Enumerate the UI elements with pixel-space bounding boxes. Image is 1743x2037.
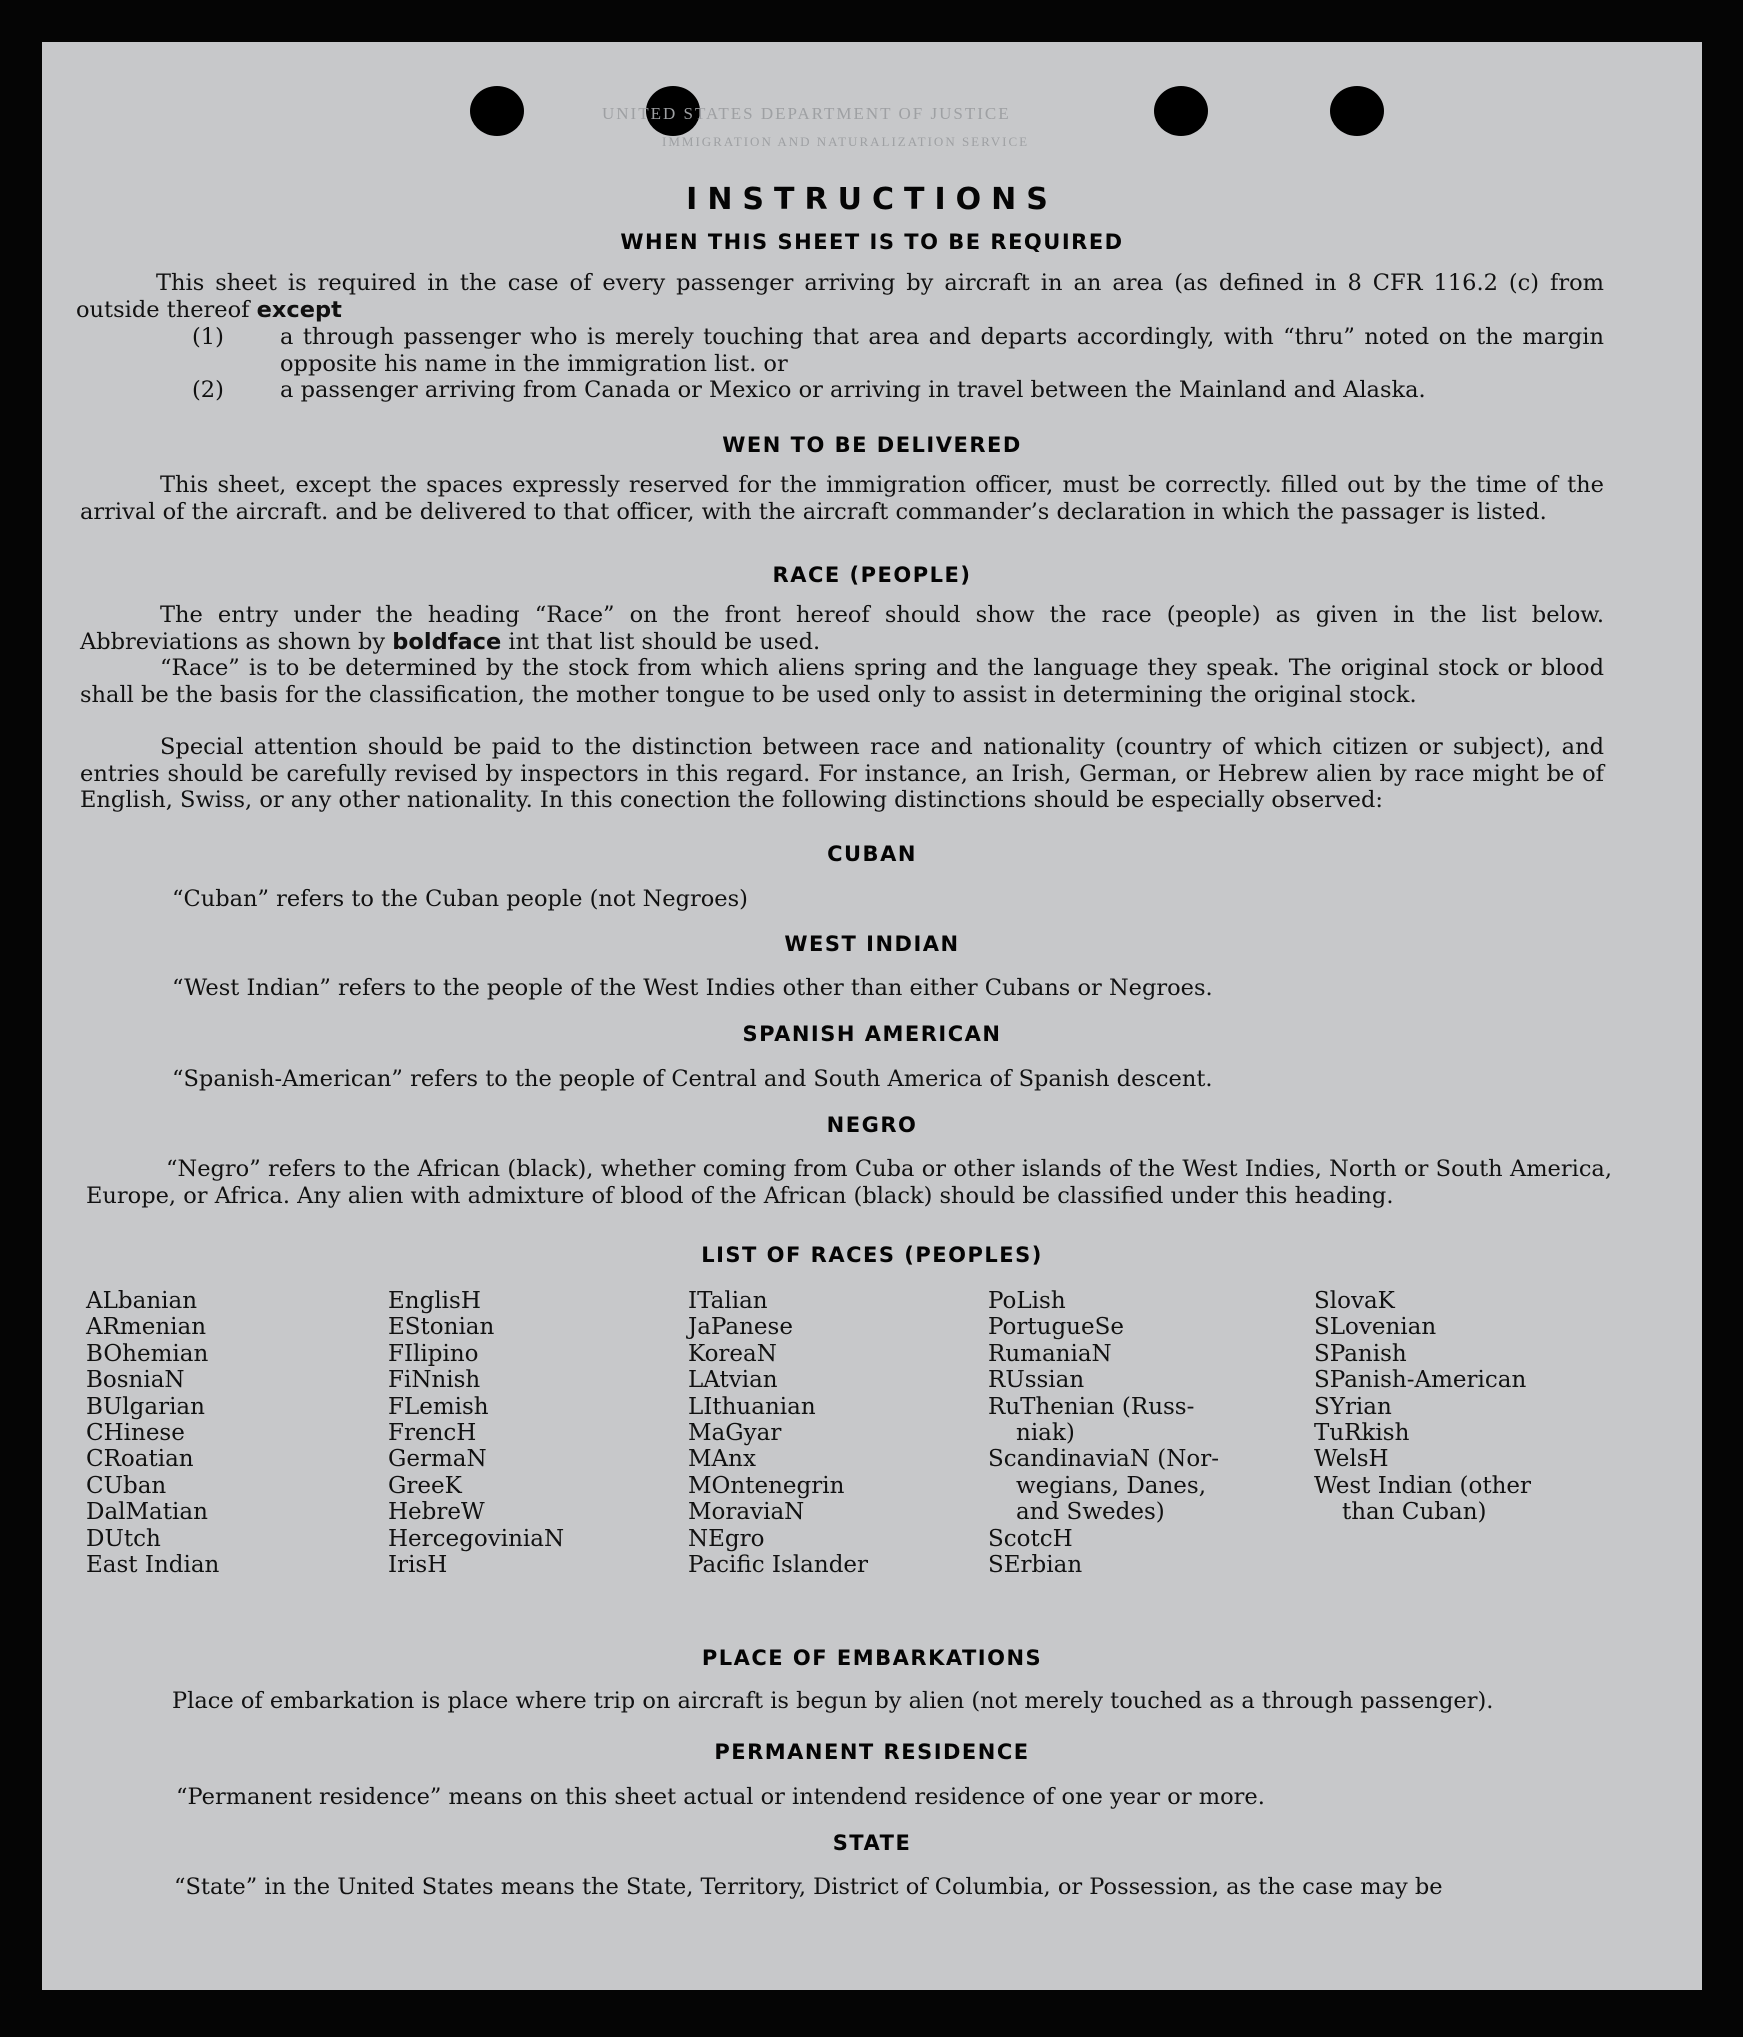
- residence-text: “Permanent residence” means on this sheet actual or intendend residence of one year or more.: [176, 1784, 1265, 1810]
- section-heading-embarkation: PLACE OF EMBARKATIONS: [701, 1646, 1043, 1670]
- race-entry: PoLish: [988, 1288, 1066, 1314]
- race-entry: MAnx: [688, 1446, 756, 1473]
- race-entry: RumaniaN: [988, 1340, 1112, 1367]
- section-heading-west-indian: WEST INDIAN: [784, 932, 960, 956]
- race-entry: EStonian: [388, 1314, 495, 1341]
- race-entry: RuThenian (Russ-: [988, 1393, 1195, 1420]
- race-entry: MOntenegrin: [688, 1472, 845, 1499]
- race-entry: IrisH: [388, 1552, 448, 1579]
- race-entry: East Indian: [86, 1552, 220, 1579]
- race-entry-continued: and Swedes): [1016, 1499, 1165, 1526]
- race-text-1a: The entry under the heading “Race” on the front hereof should show the race (people) as given in the list below. Abbreviations as shown by: [80, 602, 1604, 655]
- race-entry: GermaN: [388, 1446, 487, 1473]
- state-text: “State” in the United States means the State, Territory, District of Columbia, or Possession, as the case may be: [174, 1874, 1443, 1900]
- section-heading-cuban: CUBAN: [827, 842, 917, 866]
- races-column-1: [86, 1288, 219, 1578]
- race-entry: West Indian (other: [1314, 1472, 1532, 1499]
- punch-hole: [1154, 86, 1208, 136]
- bleed-through-header: UNITED STATES DEPARTMENT OF JUSTICE: [602, 104, 1011, 123]
- when-delivered-text: This sheet, except the spaces expressly reserved for the immigration officer, must be correctly. filled out by the time of the arrival of the aircraft. and be delivered to that officer, with the aircraft commander’s declaration in which the passager is listed.: [80, 472, 1604, 525]
- race-entry: GreeK: [388, 1472, 462, 1499]
- race-entry: ScandinaviaN (Nor-: [988, 1446, 1219, 1473]
- race-entry: LAtvian: [688, 1367, 778, 1394]
- page-title: INSTRUCTIONS: [686, 182, 1058, 217]
- race-entry: CHinese: [86, 1420, 185, 1447]
- race-entry: HercegoviniaN: [388, 1525, 565, 1552]
- races-column-2: [388, 1288, 564, 1578]
- race-paragraph-1: [80, 602, 1604, 655]
- race-entry: KoreaN: [688, 1340, 777, 1367]
- race-entry: JaPanese: [688, 1314, 793, 1341]
- race-entry: ITalian: [688, 1288, 768, 1314]
- section-heading-negro: NEGRO: [826, 1113, 918, 1137]
- exception-text: a passenger arriving from Canada or Mexico or arriving in travel between the Mainland and Alaska.: [280, 377, 1426, 403]
- race-paragraph-2: [80, 655, 1604, 708]
- race-entry-continued: niak): [1016, 1420, 1075, 1447]
- races-column-5: [1314, 1288, 1531, 1526]
- race-entry: FrencH: [388, 1420, 477, 1447]
- race-entry: SPanish-American: [1314, 1367, 1527, 1394]
- race-entry: CRoatian: [86, 1446, 194, 1473]
- race-entry: ALbanian: [86, 1288, 198, 1314]
- exception-text: a through passenger who is merely touching that area and departs accordingly, with “thru” noted on the margin opposite his name in the immigration list. or: [280, 324, 1604, 377]
- exception-item-2: [192, 377, 1604, 431]
- punch-hole: [1330, 86, 1384, 136]
- document-page: [42, 42, 1702, 1990]
- race-entry: HebreW: [388, 1499, 485, 1526]
- when-required-paragraph: [76, 270, 1604, 323]
- race-entry: TuRkish: [1314, 1420, 1410, 1447]
- exception-item-1: [192, 324, 1604, 378]
- race-entry: EnglisH: [388, 1288, 481, 1314]
- race-text-1b: int that list should be used.: [508, 628, 821, 655]
- west-indian-text: “West Indian” refers to the people of the West Indies other than either Cubans or Negroes.: [172, 975, 1213, 1001]
- cuban-text: “Cuban” refers to the Cuban people (not Negroes): [172, 886, 748, 912]
- race-entry-continued: wegians, Danes,: [1016, 1472, 1207, 1499]
- race-entry: SLovenian: [1314, 1314, 1437, 1341]
- race-entry: SYrian: [1314, 1393, 1392, 1420]
- race-entry: LIthuanian: [688, 1393, 816, 1420]
- race-entry: ScotcH: [988, 1525, 1073, 1552]
- embarkation-text: Place of embarkation is place where trip on aircraft is begun by alien (not merely touched as a through passenger).: [172, 1688, 1494, 1714]
- state-paragraph: [94, 1874, 1616, 1901]
- race-entry: RUssian: [988, 1367, 1085, 1394]
- races-column-3: [688, 1288, 868, 1578]
- section-heading-race: RACE (PEOPLE): [772, 563, 972, 587]
- race-entry: FIlipino: [388, 1340, 479, 1367]
- race-entry: ARmenian: [86, 1314, 207, 1341]
- race-entry: DalMatian: [86, 1499, 208, 1526]
- section-heading-when-delivered: WEN TO BE DELIVERED: [722, 433, 1022, 457]
- race-entry: WelsH: [1314, 1446, 1389, 1473]
- negro-text: “Negro” refers to the African (black), whether coming from Cuba or other islands of the West Indies, North or South America, Europe, or Africa. Any alien with admixture of blood of the African (black) should be classified under this heading.: [86, 1156, 1612, 1209]
- race-entry: SErbian: [988, 1552, 1083, 1579]
- race-paragraph-3: [80, 734, 1604, 814]
- race-text-3: Special attention should be paid to the distinction between race and nationality (country of which citizen or subject), and entries should be carefully revised by inspectors in this regard. For instance, an Irish, German, or Hebrew alien by race might be of English, Swiss, or any other nationality. In this conection the following distinctions should be especially observed:: [80, 734, 1604, 813]
- race-entry: BUlgarian: [86, 1393, 205, 1420]
- race-entry: DUtch: [86, 1525, 161, 1552]
- race-entry: SlovaK: [1314, 1288, 1395, 1314]
- section-heading-state: STATE: [832, 1831, 912, 1855]
- embarkation-paragraph: [92, 1688, 1614, 1715]
- except-keyword: except: [256, 296, 342, 323]
- negro-paragraph: [86, 1156, 1612, 1209]
- races-column-4: [988, 1288, 1219, 1578]
- race-entry: MoraviaN: [688, 1499, 805, 1526]
- exception-number: (2): [192, 377, 224, 403]
- race-entry: FiNnish: [388, 1367, 481, 1394]
- race-entry: PortugueSe: [988, 1314, 1124, 1341]
- section-heading-list-of-races: LIST OF RACES (PEOPLES): [701, 1243, 1043, 1267]
- punch-hole: [470, 86, 524, 136]
- race-text-2: “Race” is to be determined by the stock from which aliens spring and the language they speak. The original stock or blood shall be the basis for the classification, the mother tongue to be used only to assist in determining the original stock.: [80, 655, 1604, 708]
- section-heading-when-required: WHEN THIS SHEET IS TO BE REQUIRED: [620, 230, 1124, 254]
- bleed-through-subheader: IMMIGRATION AND NATURALIZATION SERVICE: [662, 134, 1030, 149]
- race-entry: Pacific Islander: [688, 1552, 869, 1579]
- spanish-american-text: “Spanish-American” refers to the people of Central and South America of Spanish descent.: [172, 1066, 1213, 1092]
- race-entry: SPanish: [1314, 1340, 1407, 1367]
- boldface-keyword: boldface: [392, 628, 502, 655]
- when-delivered-paragraph: [80, 472, 1604, 525]
- when-required-text: This sheet is required in the case of every passenger arriving by aircraft in an area (as defined in 8 CFR 116.2 (c) from outside thereof: [76, 270, 1604, 323]
- race-entry: BOhemian: [86, 1340, 209, 1367]
- race-entry: BosniaN: [86, 1367, 185, 1394]
- race-entry: MaGyar: [688, 1420, 782, 1447]
- section-heading-spanish-american: SPANISH AMERICAN: [742, 1022, 1002, 1046]
- race-entry: NEgro: [688, 1525, 765, 1552]
- race-entry-continued: than Cuban): [1342, 1499, 1487, 1526]
- race-entry: CUban: [86, 1472, 167, 1499]
- section-heading-permanent-residence: PERMANENT RESIDENCE: [714, 1740, 1030, 1764]
- exception-number: (1): [192, 324, 224, 350]
- race-entry: FLemish: [388, 1393, 489, 1420]
